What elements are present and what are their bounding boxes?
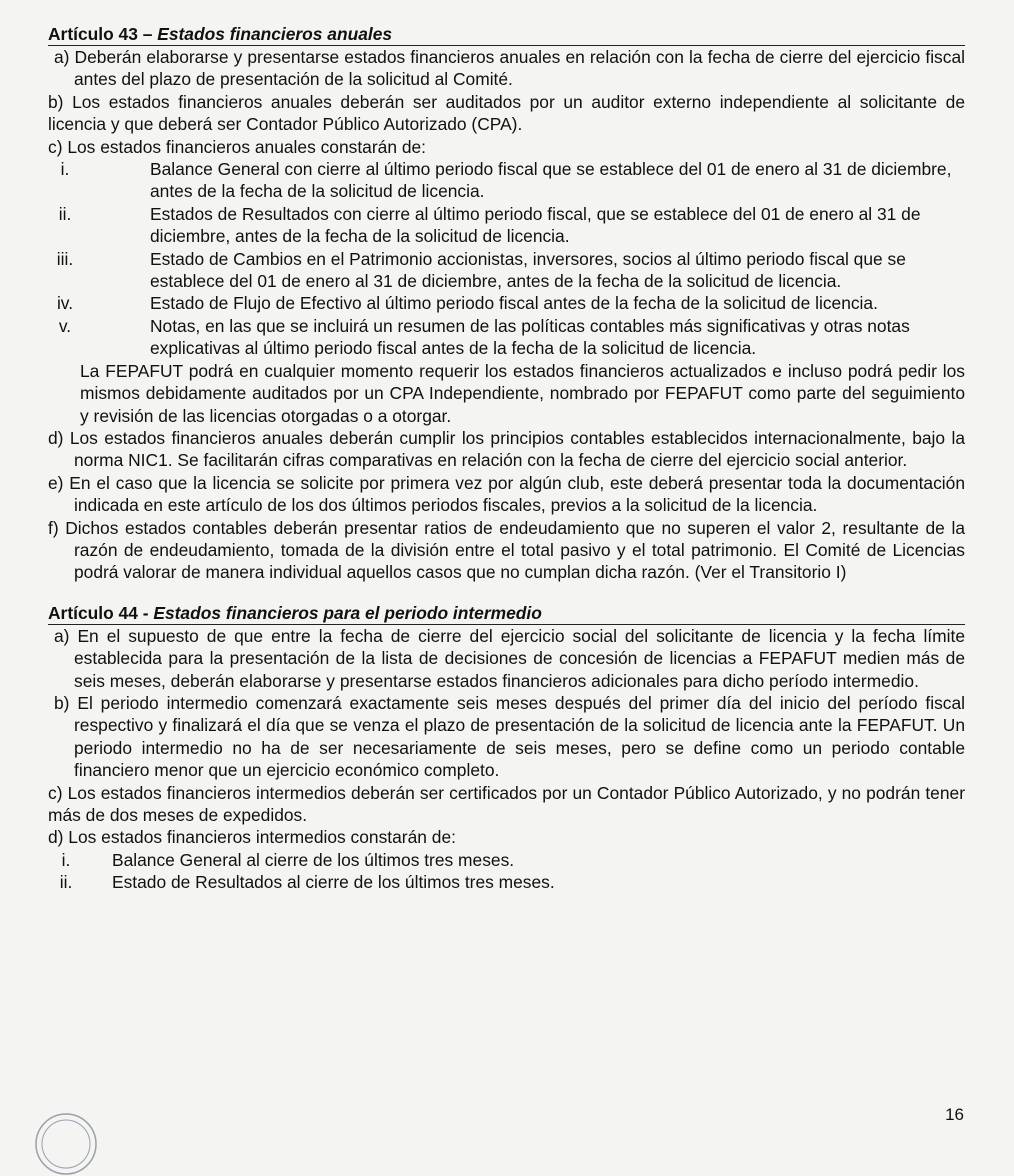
item-numeral: v. [58,315,72,336]
art43-paragraph-a: a) Deberán elaborarse y presentarse estados financieros anuales en relación con la fecha de cierre del ejercicio fiscal antes del plazo de presentación de la solicitud al Comité. [54,47,965,90]
item-numeral: iii. [56,248,74,269]
item-numeral: ii. [58,203,72,224]
art43-item-i [48,158,965,203]
art44-paragraph-b: b) El periodo intermedio comenzará exactamente seis meses después del primer día del inicio del período fiscal respectivo y finalizará el día que se venza el plazo de presentación de la solicitud de licencia ante la FEPAFUT. Un periodo intermedio no ha de ser necesariamente de seis meses, pero se define como un periodo contable financiero menor que un ejercicio económico completo. [54,692,965,781]
art44-item-ii [48,871,965,893]
item-text: Notas, en las que se incluirá un resumen de las políticas contables más significativas y otras notas explicativas al último periodo fiscal antes de la fecha de la solicitud de licencia. [150,315,910,359]
art43-paragraph-f: f) Dichos estados contables deberán presentar ratios de endeudamiento que no superen el valor 2, resultante de la razón de endeudamiento, tomada de la división entre el total pasivo y el total patrimonio. El Comité de Licencias podrá valorar de manera individual aquellos casos que no cumplan dicha razón. (Ver el Transitorio I) [48,517,965,583]
art43-note: La FEPAFUT podrá en cualquier momento requerir los estados financieros actualizados e incluso podrá pedir los mismos debidamente auditados por un CPA Independiente, nombrado por FEPAFUT como parte del seguimiento y revisión de las licencias otorgadas o a otorgar. [80,360,965,426]
art44-paragraph-d: d) Los estados financieros intermedios constarán de: [48,827,456,848]
art43-paragraph-d: d) Los estados financieros anuales deberán cumplir los principios contables establecidos internacionalmente, bajo la norma NIC1. Se facilitarán cifras comparativas en relación con la fecha de cierre del ejercicio social anterior. [48,427,965,471]
item-text: Estado de Resultados al cierre de los últimos tres meses. [112,872,555,893]
document-page [48,0,965,1128]
article-43-heading [48,24,965,46]
article-44-title: Estados financieros para el periodo intermedio [153,602,542,623]
item-numeral: i. [61,849,71,870]
art43-item-v [48,315,965,360]
section-gap [48,584,965,603]
article-44-number: Artículo 44 - [48,602,154,623]
art43-paragraph-e: e) En el caso que la licencia se solicite por primera vez por algún club, este deberá presentar toda la documentación indicada en este artículo de los dos últimos periodos fiscales, previos a la solicitud de la licencia. [48,472,965,516]
article-44-heading [48,603,965,625]
art44-item-i [48,849,965,871]
art44-paragraph-a: a) En el supuesto de que entre la fecha de cierre del ejercicio social del solicitante de licencia y la fecha límite establecida para la presentación de la lista de decisiones de concesión de licencias a FEPAFUT medien más de seis meses, deberán elaborarse y presentarse estados financieros adicionales para dicho período intermedio. [54,625,965,691]
item-text: Balance General al cierre de los últimos tres meses. [112,849,515,870]
article-43-title: Estados financieros anuales [157,24,393,44]
art43-item-iii [48,248,965,293]
art43-item-iv [48,292,965,314]
seal-stamp-icon [34,1112,98,1176]
item-text: Balance General con cierre al último periodo fiscal que se establece del 01 de enero al 31 de diciembre, antes de la fecha de la solicitud de licencia. [150,159,952,202]
page-number: 16 [945,1104,964,1124]
item-text: Estado de Cambios en el Patrimonio accionistas, inversores, socios al último periodo fiscal que se establece del 01 de enero al 31 de diciembre, antes de la fecha de la solicitud de licencia. [150,248,906,292]
art43-item-ii [48,203,965,248]
article-43-number: Artículo 43 – [48,24,158,44]
art43-paragraph-b: b) Los estados financieros anuales deberán ser auditados por un auditor externo independiente al solicitante de licencia y que deberá ser Contador Público Autorizado (CPA). [48,91,965,135]
item-numeral: iv. [56,293,74,314]
art44-paragraph-c: c) Los estados financieros intermedios deberán ser certificados por un Contador Público Autorizado, y no podrán tener más de dos meses de expedidos. [48,782,965,825]
item-text: Estados de Resultados con cierre al último periodo fiscal, que se establece del 01 de enero al 31 de diciembre, antes de la fecha de la solicitud de licencia. [150,203,921,247]
art43-paragraph-c: c) Los estados financieros anuales constarán de: [48,136,426,157]
item-text: Estado de Flujo de Efectivo al último periodo fiscal antes de la fecha de la solicitud de licencia. [150,293,878,314]
item-numeral: ii. [59,872,73,893]
item-numeral: i. [60,159,70,180]
